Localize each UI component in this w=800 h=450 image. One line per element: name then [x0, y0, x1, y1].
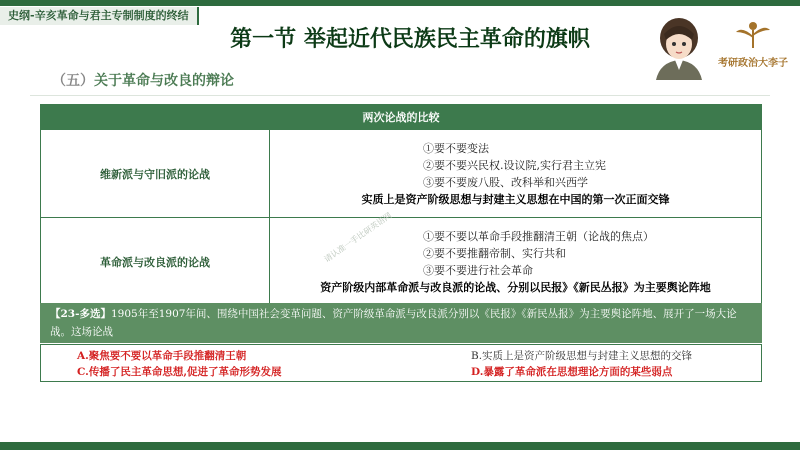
row-label: 革命派与改良派的论战: [41, 218, 270, 306]
option-d: D.暴露了革命派在思想理论方面的某些弱点: [471, 366, 673, 378]
top-bar: [0, 0, 800, 6]
row-summary: 实质上是资产阶级思想与封建主义思想在中国的第一次正面交锋: [361, 192, 670, 206]
bottom-bar: [0, 442, 800, 450]
question-stem: [40, 303, 762, 343]
section-heading-text: 关于革命与改良的辩论: [94, 73, 234, 89]
option-c: C.传播了民主革命思想,促进了革命形势发展: [77, 366, 282, 378]
topic-tab: 史纲-辛亥革命与君主专制制度的终结: [0, 7, 199, 25]
option-b: B.实质上是资产阶级思想与封建主义思想的交锋: [471, 350, 693, 362]
teacher-avatar-illustration: [648, 14, 710, 80]
point-item: ①要不要以革命手段推翻清王朝（论战的焦点）: [423, 229, 654, 243]
brand-text: 考研政治大李子: [718, 58, 788, 69]
table-row: [41, 218, 762, 306]
table-header: 两次论战的比较: [41, 105, 762, 130]
table-row: [41, 130, 762, 218]
question-text: 1905年至1907年间、围绕中国社会变革问题、资产阶级革命派与改良派分别以《民报》《新民丛报》为主要舆论阵地、展开了一场大论战。这场论战: [50, 308, 737, 338]
question-tag: 【23-多选】: [50, 308, 111, 320]
point-item: ③要不要废八股、改科举和兴西学: [423, 175, 588, 189]
options-box: [40, 344, 762, 382]
option-a: A.聚焦要不要以革命手段推翻清王朝: [77, 350, 247, 362]
row-label: 维新派与守旧派的论战: [41, 130, 270, 218]
plant-logo-icon: [712, 20, 794, 50]
row-points: [270, 218, 762, 306]
watermark: 请认准一手比研英语网: [322, 210, 394, 265]
brand-logo: [712, 20, 794, 72]
point-item: ③要不要进行社会革命: [423, 263, 533, 277]
comparison-table: [40, 104, 762, 306]
section-number: （五）: [52, 73, 94, 89]
divider: [30, 95, 770, 96]
point-item: ①要不要变法: [423, 141, 489, 155]
point-item: ②要不要推翻帝制、实行共和: [423, 246, 566, 260]
slide-title: 第一节 举起近代民族民主革命的旗帜: [230, 26, 590, 52]
point-item: ②要不要兴民权.设议院,实行君主立宪: [423, 158, 606, 172]
row-points: [270, 130, 762, 218]
section-heading: [52, 70, 234, 90]
row-summary: 资产阶级内部革命派与改良派的论战、分别以民报》《新民丛报》为主要舆论阵地: [320, 280, 711, 294]
